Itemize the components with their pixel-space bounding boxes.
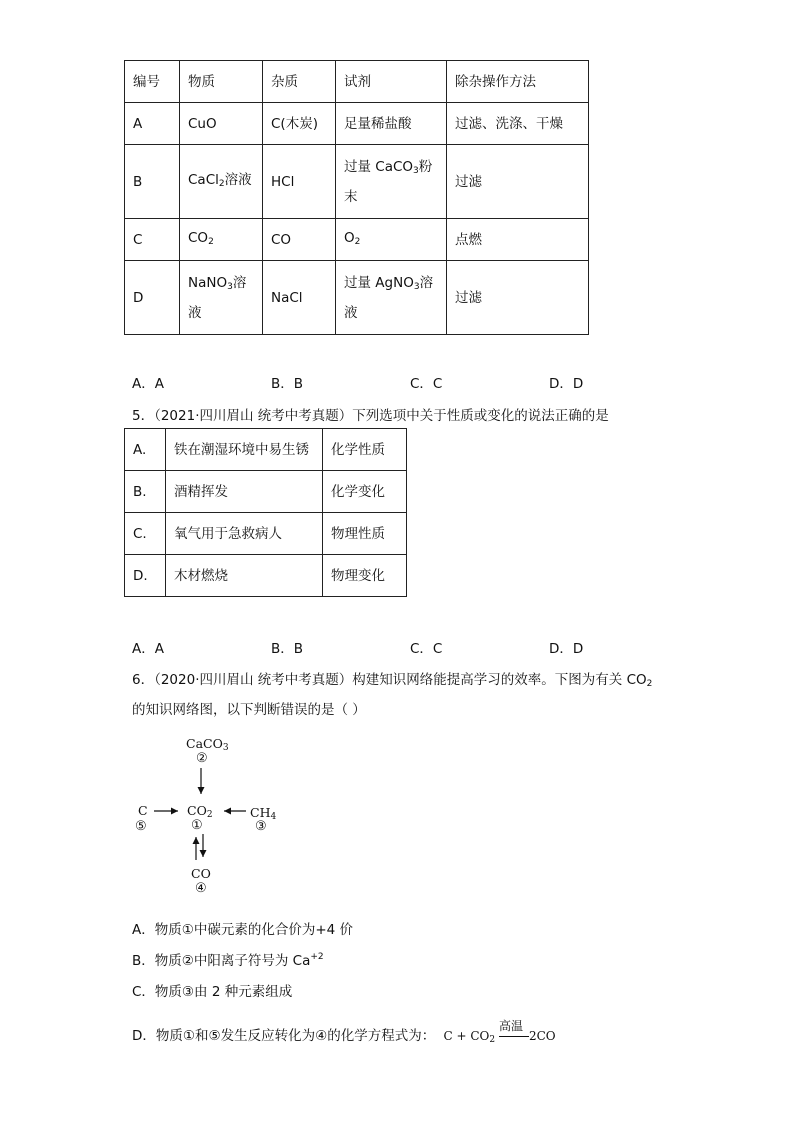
- header-reagent: 试剂: [336, 61, 447, 103]
- table-row: [125, 219, 589, 261]
- caco3-label: CaCO$_3$: [186, 736, 229, 753]
- q5-row-label: A.: [125, 429, 166, 471]
- row-id: B: [125, 145, 180, 219]
- row-method: 过滤、洗涤、干燥: [447, 103, 589, 145]
- q4-option-c[interactable]: C．C: [410, 376, 443, 392]
- reaction-condition: 高温: [498, 1018, 523, 1033]
- q6-option-d[interactable]: D．物质①和⑤发生反应转化为④的化学方程式为： $C + CO_2$ 高温 2CO: [132, 1018, 556, 1045]
- circle-5-label: ⑤: [135, 819, 147, 834]
- row-id: C: [125, 219, 180, 261]
- q5-row-text: 铁在潮湿环境中易生锈: [166, 429, 323, 471]
- q5-row-text: 酒精挥发: [166, 471, 323, 513]
- q5-row-label: B.: [125, 471, 166, 513]
- row-impurity: C(木炭): [263, 103, 336, 145]
- table-header-row: [125, 61, 589, 103]
- diagram-arrows: [130, 730, 290, 900]
- equation-arrow: [498, 1018, 529, 1044]
- q6-option-c[interactable]: C．物质③由 2 种元素组成: [132, 984, 293, 1000]
- row-substance: CuO: [180, 103, 263, 145]
- table-row: [125, 103, 589, 145]
- circle-2-label: ②: [196, 751, 208, 766]
- row-reagent: 过量 AgNO$_3$溶 液: [336, 261, 447, 335]
- co2-label: $CO_2$: [187, 803, 213, 820]
- q6-option-b[interactable]: B．物质②中阳离子符号为 $Ca^{+2}$: [132, 952, 324, 969]
- q5-option-d[interactable]: D．D: [549, 641, 584, 657]
- q5-row-text: 氧气用于急救病人: [166, 513, 323, 555]
- table-row: [125, 261, 589, 335]
- circle-3-label: ③: [255, 819, 267, 834]
- q5-row-text: 木材燃烧: [166, 555, 323, 597]
- row-method: 过滤: [447, 145, 589, 219]
- q5-row-type: 物理变化: [323, 555, 407, 597]
- co-label: CO: [191, 866, 211, 881]
- q5-table: [124, 428, 407, 597]
- q6-stem-line2: 的知识网络图，以下判断错误的是（ ）: [132, 702, 366, 718]
- row-id: D: [125, 261, 180, 335]
- table-row: [125, 555, 407, 597]
- table-row: [125, 513, 407, 555]
- row-impurity: HCl: [263, 145, 336, 219]
- q6-stem-line1: 6．（2020·四川眉山 统考中考真题）构建知识网络能提高学习的效率。下图为有关 $CO_2$: [132, 672, 653, 689]
- row-substance: CaCl$_2$溶液: [180, 145, 263, 219]
- q5-option-c[interactable]: C．C: [410, 641, 443, 657]
- row-reagent: 足量稀盐酸: [336, 103, 447, 145]
- q5-row-type: 物理性质: [323, 513, 407, 555]
- q5-row-type: 化学性质: [323, 429, 407, 471]
- row-substance: $CO_2$: [180, 219, 263, 261]
- q5-stem: 5．（2021·四川眉山 统考中考真题）下列选项中关于性质或变化的说法正确的是: [132, 408, 609, 424]
- q5-option-a[interactable]: A．A: [132, 641, 164, 657]
- row-impurity: CO: [263, 219, 336, 261]
- c-label: C: [138, 803, 148, 818]
- header-id: 编号: [125, 61, 180, 103]
- q4-option-b[interactable]: B．B: [271, 376, 304, 392]
- q4-option-d[interactable]: D．D: [549, 376, 584, 392]
- header-substance: 物质: [180, 61, 263, 103]
- header-impurity: 杂质: [263, 61, 336, 103]
- q6-option-a[interactable]: A．物质①中碳元素的化合价为+4 价: [132, 922, 354, 938]
- header-method: 除杂操作方法: [447, 61, 589, 103]
- ch4-label: $CH_4$: [250, 805, 277, 822]
- q5-option-b[interactable]: B．B: [271, 641, 304, 657]
- row-method: 过滤: [447, 261, 589, 335]
- co2-network-diagram: [130, 730, 290, 900]
- table-row: [125, 429, 407, 471]
- table-row: [125, 145, 589, 219]
- row-impurity: NaCl: [263, 261, 336, 335]
- circle-1-label: ①: [191, 818, 203, 833]
- row-method: 点燃: [447, 219, 589, 261]
- purification-table: [124, 60, 589, 335]
- q5-row-label: C.: [125, 513, 166, 555]
- row-reagent: $O_2$: [336, 219, 447, 261]
- row-reagent: 过量 CaCO$_3$粉 末: [336, 145, 447, 219]
- row-id: A: [125, 103, 180, 145]
- q4-option-a[interactable]: A．A: [132, 376, 164, 392]
- chemical-equation: $C + CO_2$ 高温 2CO: [443, 1018, 556, 1045]
- q5-row-label: D.: [125, 555, 166, 597]
- table-row: [125, 471, 407, 513]
- row-substance: NaNO$_3$溶 液: [180, 261, 263, 335]
- circle-4-label: ④: [195, 881, 207, 896]
- q5-row-type: 化学变化: [323, 471, 407, 513]
